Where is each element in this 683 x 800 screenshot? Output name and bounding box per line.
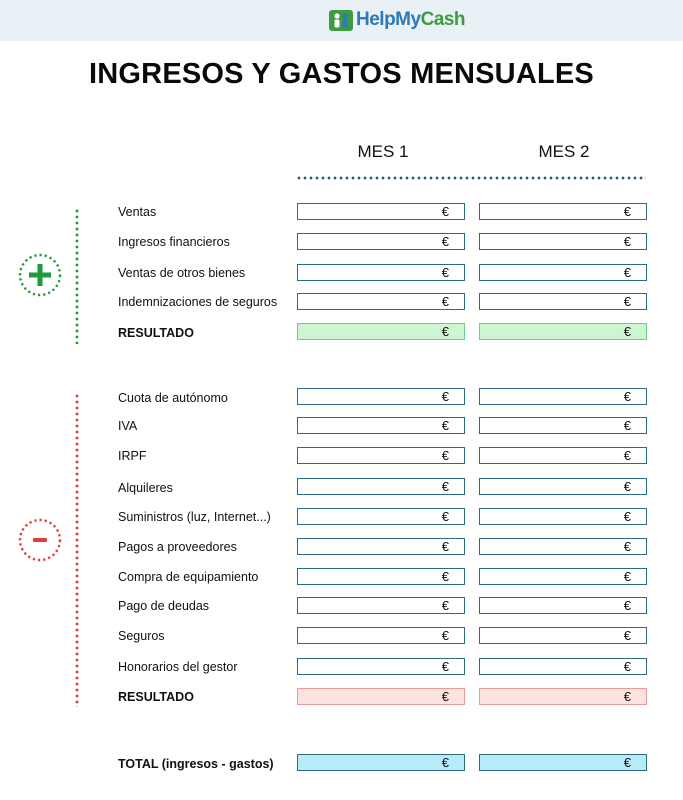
cell-expenses-result-mes2[interactable]: € <box>479 688 647 705</box>
cell-pagos-proveedores-mes2[interactable]: € <box>479 538 647 555</box>
column-header-mes-2: MES 2 <box>538 142 590 161</box>
cell-pagos-proveedores-mes1[interactable]: € <box>297 538 465 555</box>
row-label-seguros: Seguros <box>118 629 165 643</box>
row-label-indemnizaciones-seguros: Indemnizaciones de seguros <box>118 295 278 309</box>
cell-income-result-mes1[interactable]: € <box>297 323 465 340</box>
row-label-ingresos-financieros: Ingresos financieros <box>118 235 230 249</box>
row-label-ventas-otros-bienes: Ventas de otros bienes <box>118 266 246 280</box>
helpmycash-logo[interactable] <box>329 7 465 33</box>
people-logo-icon <box>329 8 353 32</box>
cell-irpf-mes2[interactable]: € <box>479 447 647 464</box>
cell-suministros-mes1[interactable]: € <box>297 508 465 525</box>
cell-suministros-mes2[interactable]: € <box>479 508 647 525</box>
cell-seguros-mes1[interactable]: € <box>297 627 465 644</box>
cell-expenses-result-mes1[interactable]: € <box>297 688 465 705</box>
cell-alquileres-mes1[interactable]: € <box>297 478 465 495</box>
expenses-dotted-line <box>75 393 79 707</box>
cell-ventas-otros-bienes-mes2[interactable]: € <box>479 264 647 281</box>
cell-honorarios-gestor-mes2[interactable]: € <box>479 658 647 675</box>
cell-seguros-mes2[interactable]: € <box>479 627 647 644</box>
cell-pago-deudas-mes1[interactable]: € <box>297 597 465 614</box>
income-dotted-line <box>75 208 79 344</box>
page-title: INGRESOS Y GASTOS MENSUALES <box>89 58 594 90</box>
cell-compra-equipamiento-mes1[interactable]: € <box>297 568 465 585</box>
header-dotted-divider <box>296 176 646 180</box>
row-label-ventas: Ventas <box>118 205 157 219</box>
row-label-income-result: RESULTADO <box>118 326 194 340</box>
cell-ventas-otros-bienes-mes1[interactable]: € <box>297 264 465 281</box>
row-label-iva: IVA <box>118 419 138 433</box>
top-banner <box>0 0 683 41</box>
logo-text-help: HelpMy <box>356 9 421 30</box>
cell-pago-deudas-mes2[interactable]: € <box>479 597 647 614</box>
row-label-expenses-result: RESULTADO <box>118 690 194 704</box>
cell-cuota-autonomo-mes2[interactable]: € <box>479 388 647 405</box>
row-label-irpf: IRPF <box>118 449 147 463</box>
cell-honorarios-gestor-mes1[interactable]: € <box>297 658 465 675</box>
cell-compra-equipamiento-mes2[interactable]: € <box>479 568 647 585</box>
cell-ventas-mes1[interactable]: € <box>297 203 465 220</box>
plus-circle-icon <box>17 252 63 298</box>
cell-irpf-mes1[interactable]: € <box>297 447 465 464</box>
row-label-cuota-autonomo: Cuota de autónomo <box>118 391 228 405</box>
row-label-total: TOTAL (ingresos - gastos) <box>118 757 274 771</box>
cell-ingresos-financieros-mes2[interactable]: € <box>479 233 647 250</box>
cell-ingresos-financieros-mes1[interactable]: € <box>297 233 465 250</box>
cell-cuota-autonomo-mes1[interactable]: € <box>297 388 465 405</box>
logo-text-cash: Cash <box>420 9 466 30</box>
cell-indemnizaciones-seguros-mes1[interactable]: € <box>297 293 465 310</box>
cell-indemnizaciones-seguros-mes2[interactable]: € <box>479 293 647 310</box>
cell-iva-mes1[interactable]: € <box>297 417 465 434</box>
row-label-pagos-proveedores: Pagos a proveedores <box>118 540 237 554</box>
column-header-mes-1: MES 1 <box>357 142 409 161</box>
row-label-honorarios-gestor: Honorarios del gestor <box>118 660 238 674</box>
row-label-compra-equipamiento: Compra de equipamiento <box>118 570 259 584</box>
row-label-alquileres: Alquileres <box>118 481 173 495</box>
cell-total-mes2[interactable]: € <box>479 754 647 771</box>
minus-circle-icon <box>17 517 63 563</box>
cell-total-mes1[interactable]: € <box>297 754 465 771</box>
cell-iva-mes2[interactable]: € <box>479 417 647 434</box>
cell-alquileres-mes2[interactable]: € <box>479 478 647 495</box>
row-label-suministros: Suministros (luz, Internet...) <box>118 510 271 524</box>
cell-income-result-mes2[interactable]: € <box>479 323 647 340</box>
row-label-pago-deudas: Pago de deudas <box>118 599 210 613</box>
cell-ventas-mes2[interactable]: € <box>479 203 647 220</box>
